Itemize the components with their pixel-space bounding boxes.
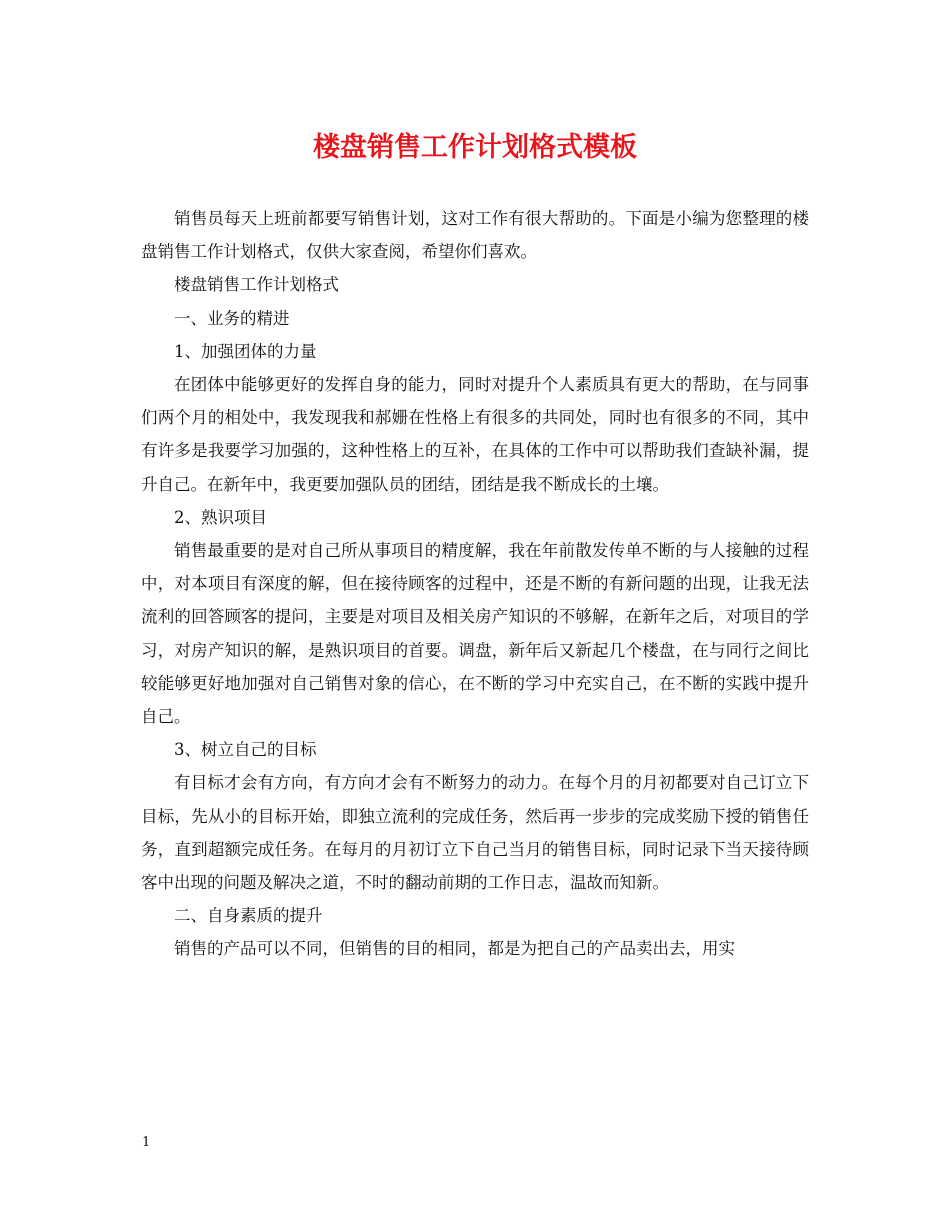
page-number: 1 <box>142 1135 151 1150</box>
subheading-project: 2、熟识项目 <box>174 507 267 527</box>
paragraph-quality: 销售的产品可以不同，但销售的目的相同，都是为把自己的产品卖出去，用实 <box>174 939 735 959</box>
section-heading-business: 一、业务的精进 <box>174 308 290 328</box>
paragraph-goals: 有目标才会有方向，有方向才会有不断努力的动力。在每个月的月初都要对自己订立下目标，先从小的目标开始，即独立流利的完成任务，然后再一步步的完成奖励下授的销售任务，直到超额完成任务。在每月的月初订立下自己当月的销售目标，同时记录下当天接待顾客中出现的问题及解决之道，不时的翻动前期的工作日志，温故而知新。 <box>141 773 809 893</box>
paragraph-intro: 销售员每天上班前都要写销售计划，这对工作有很大帮助的。下面是小编为您整理的楼盘销售工作计划格式，仅供大家查阅，希望你们喜欢。 <box>141 209 809 262</box>
subheading-team: 1、加强团体的力量 <box>174 341 317 361</box>
document-title: 楼盘销售工作计划格式模板 <box>313 132 637 163</box>
document-body <box>141 202 809 966</box>
paragraph-project: 销售最重要的是对自己所从事项目的精度解，我在年前散发传单不断的与人接触的过程中，对本项目有深度的解，但在接待顾客的过程中，还是不断的有新问题的出现，让我无法流利的回答顾客的提问，主要是对项目及相关房产知识的不够解，在新年之后，对项目的学习，对房产知识的解，是熟识项目的首要。调盘，新年后又新起几个楼盘，在与同行之间比较能够更好地加强对自己销售对象的信心，在不断的学习中充实自己，在不断的实践中提升自己。 <box>141 541 809 727</box>
paragraph-team: 在团体中能够更好的发挥自身的能力，同时对提升个人素质具有更大的帮助，在与同事们两个月的相处中，我发现我和郝姗在性格上有很多的共同处，同时也有很多的不同，其中有许多是我要学习加强的，这种性格上的互补，在具体的工作中可以帮助我们查缺补漏，提升自己。在新年中，我更要加强队员的团结，团结是我不断成长的土壤。 <box>141 375 809 494</box>
section-heading-quality: 二、自身素质的提升 <box>174 906 323 926</box>
subheading-goals: 3、树立自己的目标 <box>174 740 317 760</box>
paragraph-heading-format: 楼盘销售工作计划格式 <box>174 275 339 295</box>
